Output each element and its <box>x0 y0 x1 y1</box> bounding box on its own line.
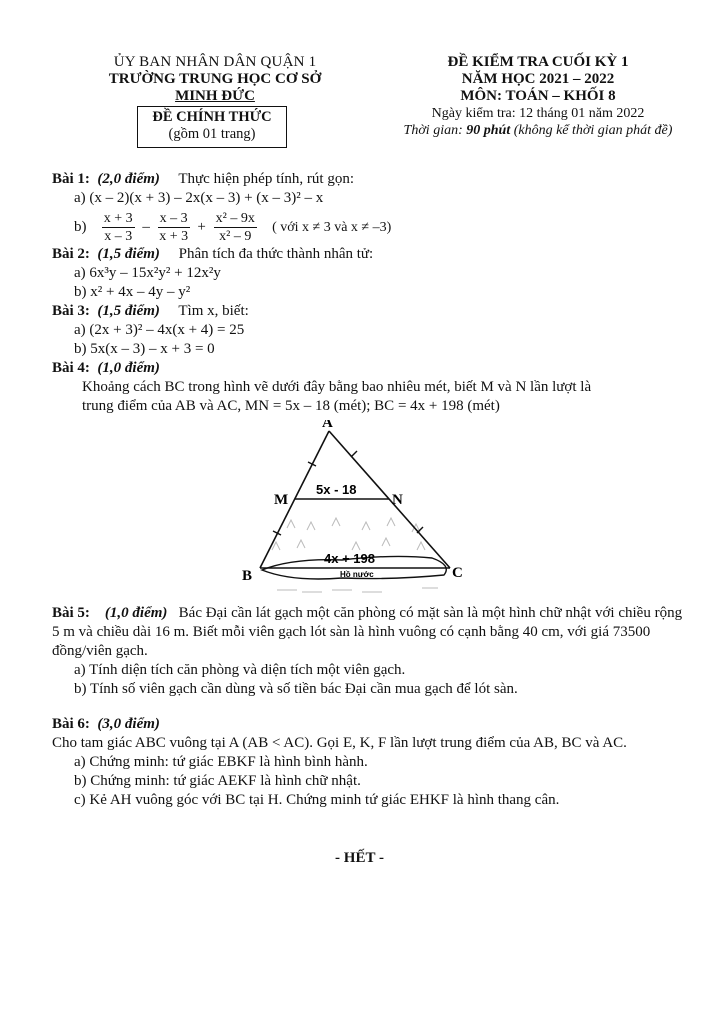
vertex-b: B <box>242 568 253 584</box>
bai1-a: a) (x – 2)(x + 3) – 2x(x – 3) + (x – 3)² – x <box>74 190 324 206</box>
label-bc: 4x + 198 <box>324 551 375 566</box>
bai6-a: a) Chứng minh: tứ giác EBKF là hình bình hành. <box>74 754 368 770</box>
exam-content <box>52 170 684 810</box>
bai5-text <box>52 604 684 661</box>
bai3-b: b) 5x(x – 3) – x + 3 = 0 <box>74 341 215 357</box>
fraction-1-num: x + 3 <box>103 211 133 226</box>
end-marker: - HẾT - <box>335 850 384 866</box>
bai2-heading <box>52 245 684 264</box>
time-value: 90 phút <box>466 123 511 138</box>
label-lake: Hồ nước <box>340 570 374 579</box>
triangle-diagram <box>52 420 684 598</box>
bai6-heading <box>52 715 684 734</box>
bai1-task: Thực hiện phép tính, rút gọn: <box>178 171 354 187</box>
triangle-figure <box>52 420 684 598</box>
bai4-line2: trung điểm của AB và AC, MN = 5x – 18 (mét); BC = 4x + 198 (mét) <box>82 398 500 414</box>
time-note: (không kể thời gian phát đề) <box>510 123 673 138</box>
time-label: Thời gian: <box>403 123 467 138</box>
bai6-b: b) Chứng minh: tứ giác AEKF là hình chữ nhật. <box>74 773 361 789</box>
bai1-b <box>52 210 684 245</box>
bai6-points: (3,0 điểm) <box>97 716 160 732</box>
bai3-points: (1,5 điểm) <box>97 303 160 319</box>
operator-minus: – <box>142 218 150 235</box>
bai4-points: (1,0 điểm) <box>97 360 160 376</box>
school-year: NĂM HỌC 2021 – 2022 <box>461 71 615 87</box>
bai2-points: (1,5 điểm) <box>97 246 160 262</box>
fraction-3-den: x² – 9 <box>219 229 252 244</box>
operator-plus: + <box>197 218 206 235</box>
page-count: (gồm 01 trang) <box>168 126 256 142</box>
subject: MÔN: TOÁN – KHỐI 8 <box>460 88 616 104</box>
exam-title: ĐỀ KIỂM TRA CUỐI KỲ 1 <box>447 54 629 70</box>
label-mn: 5x - 18 <box>316 482 357 497</box>
school-header <box>95 54 335 105</box>
bai5-a: a) Tính diện tích căn phòng và diện tích một viên gạch. <box>74 662 406 678</box>
point-n: N <box>392 492 403 508</box>
bai1-heading <box>52 170 684 189</box>
vertex-a: A <box>322 420 333 431</box>
school-name-2: MINH ĐỨC <box>175 88 255 104</box>
bai2-b: b) x² + 4x – 4y – y² <box>74 284 191 300</box>
fraction-1-den: x – 3 <box>104 229 133 244</box>
school-name: TRƯỜNG TRUNG HỌC CƠ SỞ <box>108 71 322 87</box>
fraction-3 <box>214 210 257 245</box>
bai4-heading <box>52 359 684 378</box>
bai6-label: Bài 6: <box>52 716 90 732</box>
bai1-label: Bài 1: <box>52 171 90 187</box>
fraction-2-num: x – 3 <box>159 211 188 226</box>
bai2-label: Bài 2: <box>52 246 90 262</box>
bai5-points: (1,0 điểm) <box>104 605 168 621</box>
bai4-line1: Khoảng cách BC trong hình vẽ dưới đây bằng bao nhiêu mét, biết M và N lần lượt là <box>82 379 592 395</box>
bai3-task: Tìm x, biết: <box>178 303 249 319</box>
exam-date: Ngày kiểm tra: 12 tháng 01 năm 2022 <box>431 106 645 121</box>
bai2-a: a) 6x³y – 15x²y² + 12x²y <box>74 265 221 281</box>
fraction-3-num: x² – 9x <box>215 211 255 226</box>
fraction-2 <box>158 210 190 245</box>
bai1-points: (2,0 điểm) <box>97 171 160 187</box>
exam-header <box>388 54 688 139</box>
bai4-label: Bài 4: <box>52 360 90 376</box>
fraction-2-den: x + 3 <box>159 229 189 244</box>
bai2-task: Phân tích đa thức thành nhân tử: <box>178 246 374 262</box>
official-label: ĐỀ CHÍNH THỨC <box>152 109 272 125</box>
district-name: ỦY BAN NHÂN DÂN QUẬN 1 <box>113 54 317 70</box>
bai1-condition: ( với x ≠ 3 và x ≠ –3) <box>272 219 392 235</box>
bai5-body: Bác Đại cần lát gạch một căn phòng có mặt sàn là một hình chữ nhật với chiều rộng 5 m và chiều dài 16 m. Biết mỗi viên gạch lót sàn là hình vuông có cạnh bằng 40 cm, với giá 73500 đồng/viên gạch. <box>52 605 683 659</box>
bai1-b-prefix: b) <box>74 218 87 235</box>
point-m: M <box>274 492 289 508</box>
official-exam-box <box>137 106 287 148</box>
bai5-b: b) Tính số viên gạch cần dùng và số tiền bác Đại cần mua gạch để lót sàn. <box>74 681 518 697</box>
bai6-c: c) Kẻ AH vuông góc với BC tại H. Chứng minh tứ giác EHKF là hình thang cân. <box>74 792 560 808</box>
bai3-label: Bài 3: <box>52 303 90 319</box>
bai3-a: a) (2x + 3)² – 4x(x + 4) = 25 <box>74 322 245 338</box>
vertex-c: C <box>452 565 463 581</box>
exam-time <box>388 122 688 139</box>
bai5-label: Bài 5: <box>52 605 90 621</box>
bai6-body: Cho tam giác ABC vuông tại A (AB < AC). Gọi E, K, F lần lượt trung điểm của AB, BC và AC. <box>52 735 627 751</box>
fraction-1 <box>102 210 135 245</box>
bai3-heading <box>52 302 684 321</box>
